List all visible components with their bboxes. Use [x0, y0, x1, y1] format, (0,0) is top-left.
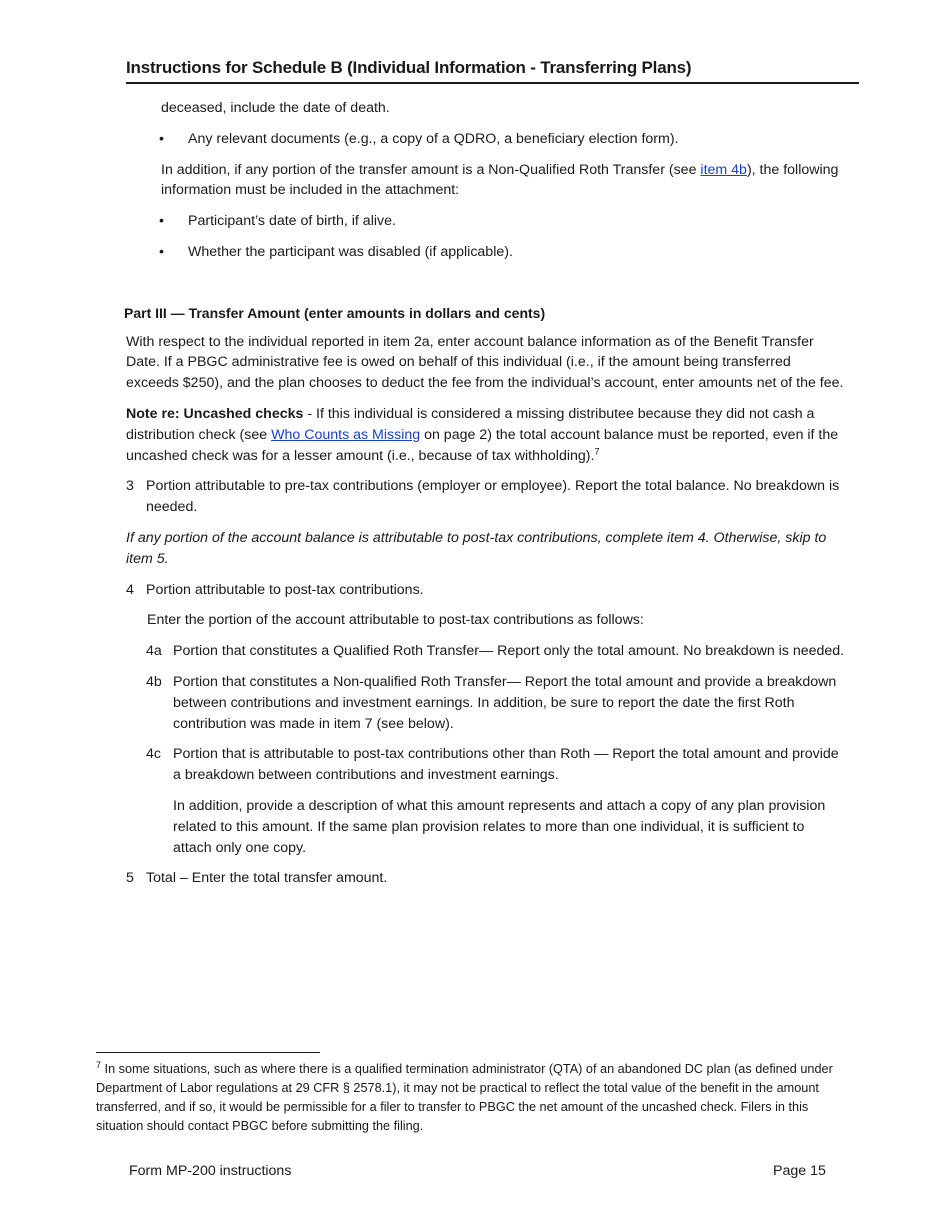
who-counts-as-missing-link[interactable]: Who Counts as Missing	[271, 426, 421, 443]
item-number: 4c	[146, 746, 161, 763]
text-run: ), the following information must be included in the attachment:	[161, 161, 839, 199]
item-4b	[146, 672, 846, 734]
uncashed-checks-note	[126, 404, 846, 466]
part-3-intro: With respect to the individual reported in item 2a, enter account balance information as of the Benefit Transfer Date. If a PBGC administrative fee is owed on behalf of this individual (i.e., if the amount being transferred exceeds $250), and the plan chooses to deduct the fee from the individual’s account, enter amounts net of the fee.	[126, 333, 844, 392]
text-run: In addition, if any portion of the transfer amount is a Non-Qualified Roth Transfer (see	[161, 161, 701, 178]
part-3-heading: Part III — Transfer Amount (enter amounts in dollars and cents)	[124, 304, 546, 321]
text-run: on page 2) the total account balance must be reported, even if the uncashed check was for a lesser amount (i.e., because of tax withholding).	[126, 426, 839, 464]
footnote-text: In some situations, such as where there is a qualified termination administrator (QTA) of an abandoned DC plan (as defined under Department of Labor regulations at 29 CFR § 2578.1), it may not be practical to reflect the total value of the benefit in the amount transferred, and if so, it would be permissible for a filer to transfer to PBGC the net amount of the uncashed check. Filers in this situation should contact PBGC before submitting the filing.	[96, 1062, 833, 1133]
text-run: - If this individual is considered a missing distributee because they did not cash a distribution check (see	[126, 405, 815, 443]
footer-form-name: Form MP-200 instructions	[129, 1163, 292, 1179]
item-4	[126, 580, 846, 601]
item-4c	[146, 744, 846, 786]
item-number: 4a	[146, 643, 162, 660]
post-tax-instruction: If any portion of the account balance is attributable to post-tax contributions, complete item 4. Otherwise, skip to item 5.	[126, 529, 827, 567]
item-text: Total – Enter the total transfer amount.	[146, 870, 388, 887]
item-text: Portion that constitutes a Non-qualified Roth Transfer— Report the total amount and provide a breakdown between contributions and investment earnings. In addition, be sure to report the date the first Roth contribution was made in item 7 (see below).	[173, 673, 837, 732]
item-text: Portion that is attributable to post-tax contributions other than Roth — Report the total amount and provide a breakdown between contributions and investment earnings.	[173, 746, 839, 784]
item-number: 4	[126, 581, 134, 598]
item-4a	[146, 641, 846, 662]
bullet-text: Any relevant documents (e.g., a copy of a QDRO, a beneficiary election form).	[188, 130, 679, 147]
page-title: Instructions for Schedule B (Individual Information - Transferring Plans)	[126, 58, 692, 77]
item-4-intro: Enter the portion of the account attributable to post-tax contributions as follows:	[147, 612, 644, 629]
item-3	[126, 476, 846, 518]
bullet-text: Whether the participant was disabled (if applicable).	[188, 243, 513, 260]
item-number: 5	[126, 870, 134, 887]
bullet-icon: •	[159, 130, 164, 147]
bullet-text: Participant’s date of birth, if alive.	[188, 213, 396, 230]
roth-addition-paragraph	[161, 160, 846, 202]
bullet-icon: •	[159, 213, 164, 230]
page-header	[126, 58, 859, 84]
bullet-relevant-documents	[159, 129, 846, 150]
footnote-divider	[96, 1052, 320, 1053]
item-text: Portion that constitutes a Qualified Roth Transfer— Report only the total amount. No breakdown is needed.	[173, 643, 845, 660]
item-text: Portion attributable to post-tax contributions.	[146, 581, 424, 598]
bullet-disabled	[159, 242, 846, 263]
item-number: 3	[126, 478, 134, 495]
item-text: Portion attributable to pre-tax contributions (employer or employee). Report the total balance. No breakdown is needed.	[146, 478, 840, 516]
footnote-7	[96, 1060, 858, 1136]
note-label: Note re: Uncashed checks	[126, 405, 304, 422]
footnote-number: 7	[96, 1059, 102, 1070]
item-number: 4b	[146, 673, 162, 690]
item-4c-addition: In addition, provide a description of what this amount represents and attach a copy of any plan provision related to this amount. If the same plan provision relates to more than one individual, it is sufficient to attach only one copy.	[173, 797, 826, 856]
footer-page-number: Page 15	[773, 1163, 826, 1179]
footnote-ref[interactable]: 7	[594, 445, 600, 456]
item-4b-link[interactable]: item 4b	[700, 161, 747, 178]
bullet-icon: •	[159, 243, 164, 260]
bullet-date-of-birth	[159, 211, 846, 232]
item-5	[126, 868, 846, 889]
main-content	[126, 98, 846, 899]
continuation-text: deceased, include the date of death.	[161, 100, 390, 116]
